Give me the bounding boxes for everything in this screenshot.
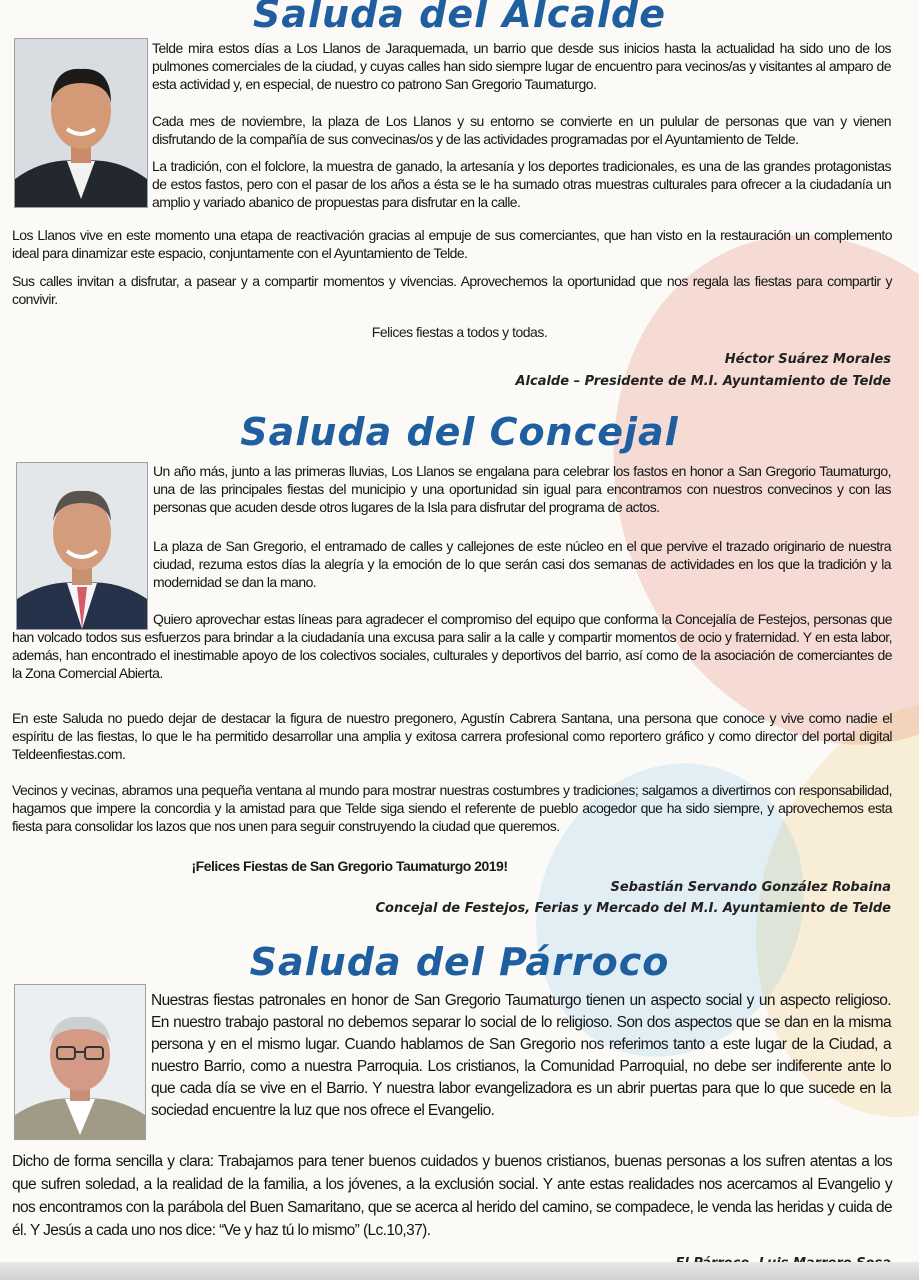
signature-name: Sebastián Servando González Robaina [610,880,891,895]
paragraph: Quiero aprovechar estas líneas para agradecer el compromiso del equipo que conforma la Concejalía de Festejos, personas que han volcado todos sus esfuerzos para brindar a la ciudadanía una excusa para salir a la calle y compartir momentos de ocio y fraternidad. Y en esta labor, además, han encontrado el inestimable apoyo de los colectivos sociales, culturales y deportivos del barrio, así como de la asociación de comerciantes de la Zona Comercial Abierta. [12,611,892,681]
paragraph: Cada mes de noviembre, la plaza de Los Llanos y su entorno se convierte en un pulular de personas que van y vienen disfrutando de la compañía de sus convecinas/os y de las actividades programadas por el Ayuntamiento de Telde. [152,113,891,147]
heading-parroco: Saluda del Párroco [249,940,670,984]
paragraph: Nuestras fiestas patronales en honor de San Gregorio Taumaturgo tienen un aspecto social y un aspecto religioso. En nuestro trabajo pastoral no debemos separar lo social de lo religioso. Son dos aspectos que se dan en la misma persona y en el mismo lugar. Cuando hablamos de San Gregorio nos referimos tanto a este lugar de la Ciudad, a nuestro Barrio, como a nuestra Parroquia. Los cristianos, la Comunidad Parroquial, no debe ser indiferente ante lo que cada día se vive en el Barrio. Y nuestra labor evangelizadora es un abrir puertas para que lo que sucede en la sociedad encuentre la luz que nos ofrece el Evangelio. [151,992,891,1119]
paragraph: Sus calles invitan a disfrutar, a pasear y a compartir momentos y vivencias. Aprovechemos la oportunidad que nos regala las fiestas para compartir y convivir. [12,273,892,307]
signature-role: Concejal de Festejos, Ferias y Mercado del M.I. Ayuntamiento de Telde [375,901,891,916]
paragraph: Los Llanos vive en este momento una etapa de reactivación gracias al empuje de sus comerciantes, que han visto en la restauración un complemento ideal para dinamizar este espacio, conjuntamente con el Ayuntamiento de Telde. [12,227,892,261]
paragraph: La tradición, con el folclore, la muestra de ganado, la artesanía y los deportes tradicionales, es una de las grandes protagonistas de estos fastos, pero con el pasar de los años a ésta se le ha sumado otras muestras culturales para ofrecer a la ciudadanía un amplio y variado abanico de propuestas para disfrutar en la calle. [152,158,891,210]
signature-role: Alcalde – Presidente de M.I. Ayuntamiento de Telde [515,374,891,389]
paragraph: Dicho de forma sencilla y clara: Trabajamos para tener buenos cuidados y buenos cristianos, buenas personas a los sufren atentas a los que sufren soledad, a la realidad de la familia, a los jóvenes, a la exclusión social. Y ante estas realidades nos acercamos al Evangelio y nos encontramos con la parábola del Buen Samaritano, que se acerca al herido del camino, se compadece, le venda las heridas y cuida de él. Y Jesús a cada uno nos dice: “Ve y haz tú lo mismo” (Lc.10,37). [12,1153,892,1239]
paragraph: La plaza de San Gregorio, el entramado de calles y callejones de este núcleo en el que pervive el trazado originario de nuestra ciudad, rezuma estos días la alegría y la emoción de lo que serán casi dos semanas de actividades en los que la tradición y la modernidad se dan la mano. [153,538,891,590]
photo-parroco [14,984,146,1140]
footer-band [0,1262,919,1280]
closing-greeting: ¡Felices Fiestas de San Gregorio Taumaturgo 2019! [191,858,508,874]
heading-concejal: Saluda del Concejal [240,410,679,454]
paragraph: Telde mira estos días a Los Llanos de Jaraquemada, un barrio que desde sus inicios hasta la actualidad ha sido uno de los pulmones comerciales de la ciudad, y cuyas calles han sido siempre lugar de encuentro para vecinos/as y visitantes al amparo de esta actividad y, en especial, de nuestro co patrono San Gregorio Taumaturgo. [152,40,891,92]
photo-alcalde [14,38,148,208]
paragraph: Vecinos y vecinas, abramos una pequeña ventana al mundo para mostrar nuestras costumbres y tradiciones; salgamos a divertirnos con responsabilidad, hagamos que impere la concordia y la amistad para que Telde siga siendo el referente de pueblo acogedor que ha sido siempre, y aprovechemos esta fiesta para consolidar los lazos que nos unen para seguir construyendo la ciudad que queremos. [12,782,892,834]
paragraph: En este Saluda no puedo dejar de destacar la figura de nuestro pregonero, Agustín Cabrera Santana, una persona que conoce y vive como nadie el espíritu de las fiestas, lo que le ha permitido desarrollar una amplia y exitosa carrera profesional como reportero gráfico y como director del portal digital Teldeenfiestas.com. [12,710,892,762]
signature-name: Héctor Suárez Morales [724,352,891,367]
heading-alcalde: Saluda del Alcalde [253,0,666,36]
closing-greeting: Felices fiestas a todos y todas. [371,324,548,340]
paragraph: Un año más, junto a las primeras lluvias, Los Llanos se engalana para celebrar los fastos en honor a San Gregorio Taumaturgo, una de las principales fiestas del municipio y una oportunidad sin igual para encontramos con nuestros convecinos y con las personas que acuden desde otros lugares de la Isla para disfrutar del programa de actos. [153,463,891,515]
photo-concejal [16,462,148,630]
